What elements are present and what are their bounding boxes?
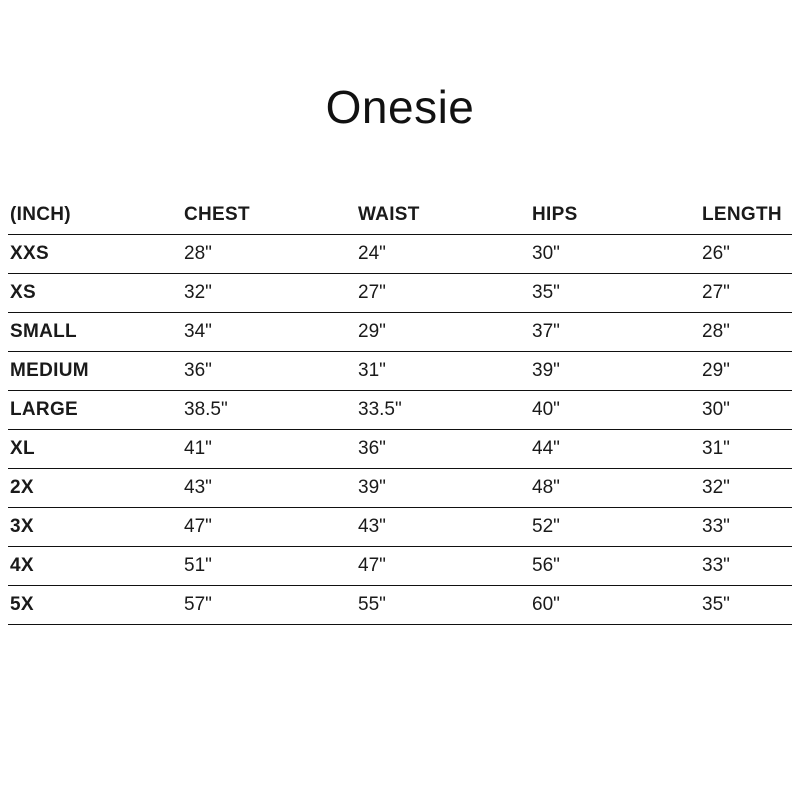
cell-hips: 35" (530, 274, 700, 313)
cell-waist: 47" (356, 547, 530, 586)
cell-chest: 51" (182, 547, 356, 586)
cell-hips: 52" (530, 508, 700, 547)
column-header-length: LENGTH (700, 196, 792, 235)
table-header (8, 196, 792, 235)
cell-hips: 30" (530, 235, 700, 274)
cell-hips: 44" (530, 430, 700, 469)
row-size-label: 4X (8, 547, 182, 586)
row-size-label: 5X (8, 586, 182, 625)
cell-waist: 24" (356, 235, 530, 274)
cell-waist: 27" (356, 274, 530, 313)
size-chart-table (8, 196, 792, 625)
cell-waist: 31" (356, 352, 530, 391)
column-header-hips: HIPS (530, 196, 700, 235)
cell-chest: 34" (182, 313, 356, 352)
cell-length: 33" (700, 508, 792, 547)
table-row (8, 508, 792, 547)
cell-length: 27" (700, 274, 792, 313)
cell-waist: 43" (356, 508, 530, 547)
row-size-label: MEDIUM (8, 352, 182, 391)
cell-hips: 40" (530, 391, 700, 430)
cell-waist: 33.5" (356, 391, 530, 430)
row-size-label: SMALL (8, 313, 182, 352)
row-size-label: 3X (8, 508, 182, 547)
cell-waist: 29" (356, 313, 530, 352)
cell-hips: 39" (530, 352, 700, 391)
cell-chest: 57" (182, 586, 356, 625)
cell-chest: 28" (182, 235, 356, 274)
cell-hips: 56" (530, 547, 700, 586)
table-row (8, 235, 792, 274)
cell-chest: 32" (182, 274, 356, 313)
cell-length: 29" (700, 352, 792, 391)
cell-chest: 47" (182, 508, 356, 547)
cell-length: 32" (700, 469, 792, 508)
page-title: Onesie (325, 81, 475, 133)
table-row (8, 430, 792, 469)
row-size-label: LARGE (8, 391, 182, 430)
cell-length: 31" (700, 430, 792, 469)
size-chart-container (8, 196, 800, 625)
cell-chest: 43" (182, 469, 356, 508)
cell-length: 26" (700, 235, 792, 274)
cell-hips: 37" (530, 313, 700, 352)
table-row (8, 586, 792, 625)
table-row (8, 469, 792, 508)
table-body (8, 235, 792, 625)
cell-length: 33" (700, 547, 792, 586)
cell-length: 35" (700, 586, 792, 625)
column-header-waist: WAIST (356, 196, 530, 235)
table-row (8, 391, 792, 430)
cell-chest: 38.5" (182, 391, 356, 430)
row-size-label: 2X (8, 469, 182, 508)
cell-hips: 48" (530, 469, 700, 508)
row-size-label: XS (8, 274, 182, 313)
cell-chest: 41" (182, 430, 356, 469)
column-header-unit: (INCH) (8, 196, 182, 235)
cell-waist: 39" (356, 469, 530, 508)
row-size-label: XXS (8, 235, 182, 274)
cell-waist: 36" (356, 430, 530, 469)
cell-hips: 60" (530, 586, 700, 625)
cell-length: 28" (700, 313, 792, 352)
table-header-row (8, 196, 792, 235)
column-header-chest: CHEST (182, 196, 356, 235)
cell-waist: 55" (356, 586, 530, 625)
cell-length: 30" (700, 391, 792, 430)
row-size-label: XL (8, 430, 182, 469)
table-row (8, 313, 792, 352)
table-row (8, 547, 792, 586)
table-row (8, 352, 792, 391)
cell-chest: 36" (182, 352, 356, 391)
table-row (8, 274, 792, 313)
